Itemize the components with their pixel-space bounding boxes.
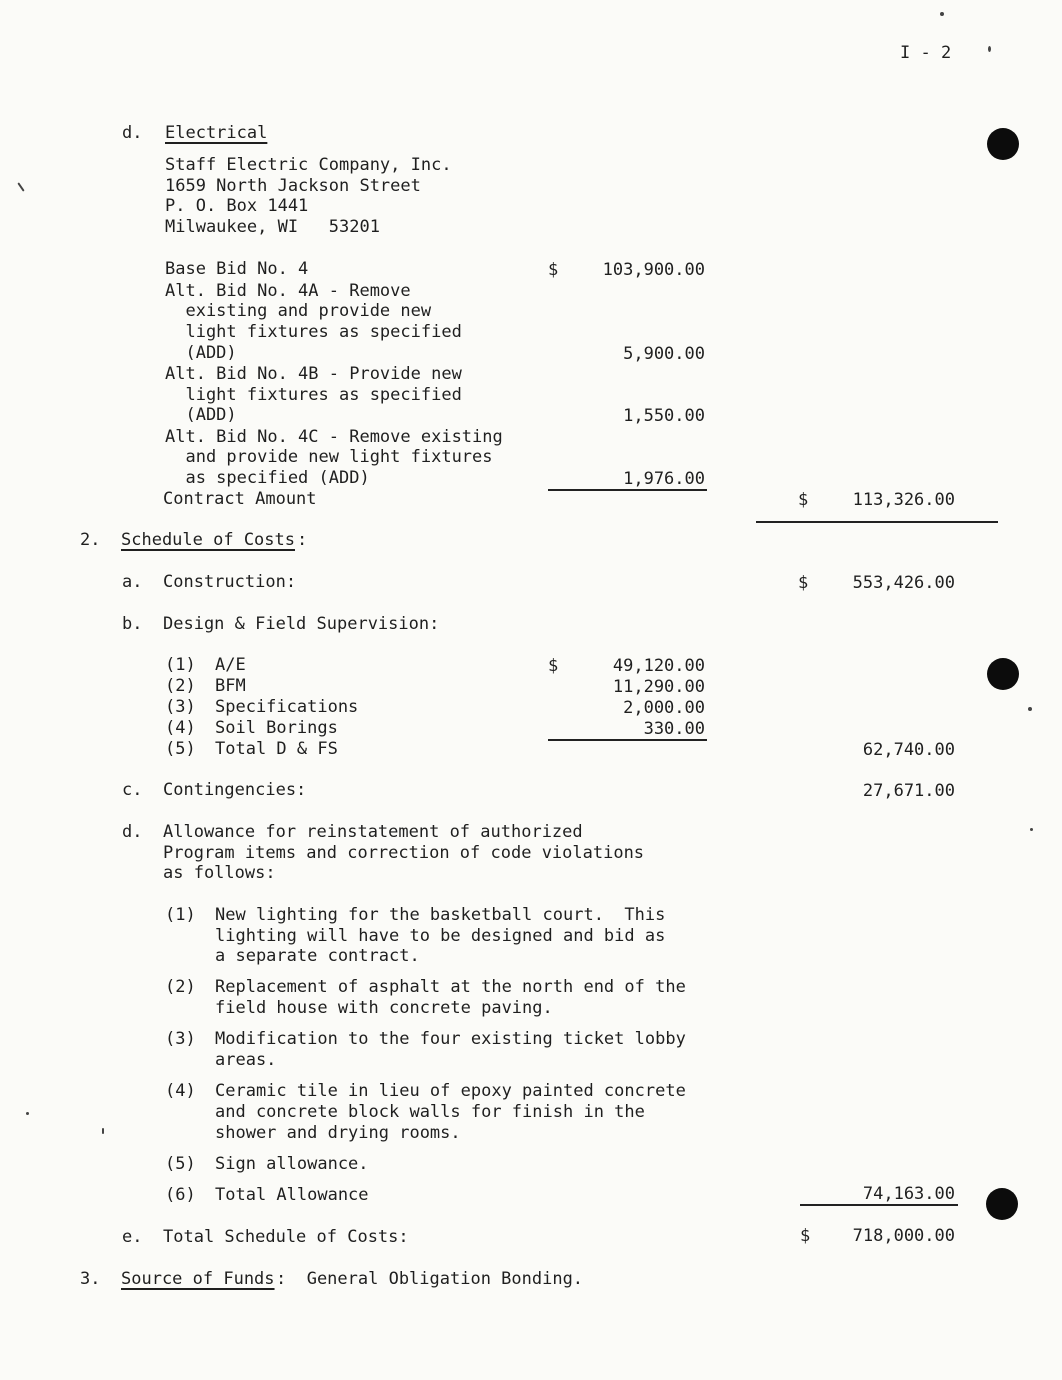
- allowance-item-line: Ceramic tile in lieu of epoxy painted concrete: [215, 1081, 686, 1101]
- scan-speck: [102, 1128, 104, 1134]
- sub-item-number: (1): [165, 655, 196, 675]
- scan-speck: [26, 1112, 29, 1115]
- design-total-amount: 62,740.00: [862, 740, 955, 760]
- sub-item-number: (2): [165, 676, 196, 696]
- sub-item-number: (5): [165, 1154, 196, 1174]
- alt-bid-line: Alt. Bid No. 4B - Provide new: [165, 364, 462, 384]
- alt-bid-line: and provide new light fixtures: [165, 447, 493, 467]
- allowance-item-line: lighting will have to be designed and bid as: [215, 926, 666, 946]
- sub-item-amount: 2,000.00: [623, 698, 705, 718]
- allowance-item-line: and concrete block walls for finish in the: [215, 1102, 645, 1122]
- funds-text: : General Obligation Bonding.: [276, 1269, 584, 1289]
- sub-item-label: BFM: [215, 676, 246, 696]
- allowance-item-line: areas.: [215, 1050, 277, 1070]
- alt-bid-line: existing and provide new: [165, 301, 432, 321]
- alt-bid-line: (ADD): [165, 343, 237, 363]
- sub-item-number: (5): [165, 739, 196, 759]
- alt-4a-amount: 5,900.00: [623, 344, 705, 364]
- item-letter: b.: [122, 614, 143, 634]
- contingencies-label: Contingencies:: [163, 780, 307, 800]
- allowance-item-line: shower and drying rooms.: [215, 1123, 461, 1143]
- address-line: P. O. Box 1441: [165, 196, 309, 216]
- item-letter: e.: [122, 1227, 143, 1247]
- page-number: I - 2: [900, 43, 952, 63]
- binder-hole: [987, 658, 1019, 690]
- section-number: 3.: [80, 1269, 101, 1289]
- schedule-total-amount: 718,000.00: [852, 1226, 955, 1246]
- heading-colon: :: [297, 530, 308, 550]
- sub-item-number: (6): [165, 1185, 196, 1205]
- scan-speck: [1030, 828, 1033, 831]
- address-line: Staff Electric Company, Inc.: [165, 155, 452, 175]
- alt-bid-line: light fixtures as specified: [165, 322, 462, 342]
- allowance-item-line: Modification to the four existing ticket lobby: [215, 1029, 686, 1049]
- alt-4b-amount: 1,550.00: [623, 406, 705, 426]
- subtotal-rule: [548, 489, 707, 491]
- item-letter: c.: [122, 780, 143, 800]
- contract-total-rule: [756, 521, 998, 523]
- design-label: Design & Field Supervision:: [163, 614, 440, 634]
- item-letter: d.: [122, 822, 143, 842]
- alt-bid-line: light fixtures as specified: [165, 385, 462, 405]
- sub-item-amount: 330.00: [643, 719, 705, 739]
- sub-item-number: (4): [165, 1081, 196, 1101]
- address-line: 1659 North Jackson Street: [165, 176, 421, 196]
- sub-item-number: (3): [165, 697, 196, 717]
- currency-symbol: $: [798, 573, 809, 593]
- allowance-item-line: New lighting for the basketball court. This: [215, 905, 666, 925]
- base-bid-amount: 103,900.00: [602, 260, 705, 280]
- construction-amount: 553,426.00: [852, 573, 955, 593]
- currency-symbol: $: [798, 490, 809, 510]
- contingencies-amount: 27,671.00: [862, 781, 955, 801]
- sub-item-number: (1): [165, 905, 196, 925]
- funds-heading: Source of Funds: [121, 1269, 275, 1289]
- scan-speck: [988, 46, 991, 52]
- item-letter: a.: [122, 572, 143, 592]
- allowance-item-line: Replacement of asphalt at the north end of the: [215, 977, 686, 997]
- section-number: 2.: [80, 530, 101, 550]
- schedule-heading: Schedule of Costs: [121, 530, 295, 550]
- binder-hole: [986, 1188, 1018, 1220]
- currency-symbol: $: [800, 1226, 811, 1246]
- alt-bid-line: Alt. Bid No. 4C - Remove existing: [165, 427, 503, 447]
- contract-amount-value: 113,326.00: [852, 490, 955, 510]
- sub-item-label: A/E: [215, 655, 246, 675]
- alt-bid-line: as specified (ADD): [165, 468, 370, 488]
- allowance-total-label: Total Allowance: [215, 1185, 369, 1205]
- sub-item-amount: 11,290.00: [612, 677, 705, 697]
- schedule-total-label: Total Schedule of Costs:: [163, 1227, 409, 1247]
- scan-speck: [17, 182, 24, 191]
- allowance-item-line: Sign allowance.: [215, 1154, 369, 1174]
- construction-label: Construction:: [163, 572, 297, 592]
- scan-speck: [940, 12, 944, 16]
- allowance-item-line: a separate contract.: [215, 946, 420, 966]
- scan-speck: [1028, 707, 1032, 711]
- sub-item-number: (4): [165, 718, 196, 738]
- sub-item-number: (2): [165, 977, 196, 997]
- alt-4c-amount: 1,976.00: [623, 469, 705, 489]
- currency-symbol: $: [548, 260, 559, 280]
- electrical-heading: Electrical: [165, 123, 268, 143]
- binder-hole: [987, 128, 1019, 160]
- alt-bid-line: (ADD): [165, 405, 237, 425]
- allowance-intro-line: as follows:: [163, 863, 276, 883]
- allowance-item-line: field house with concrete paving.: [215, 998, 553, 1018]
- sub-item-label: Soil Borings: [215, 718, 338, 738]
- allowance-intro-line: Program items and correction of code violations: [163, 843, 645, 863]
- sub-item-amount: 49,120.00: [612, 656, 705, 676]
- alt-bid-line: Alt. Bid No. 4A - Remove: [165, 281, 411, 301]
- allowance-total-amount: 74,163.00: [862, 1184, 955, 1204]
- address-line: Milwaukee, WI 53201: [165, 217, 380, 237]
- contract-amount-label: Contract Amount: [163, 489, 317, 509]
- design-total-label: Total D & FS: [215, 739, 338, 759]
- allowance-intro-line: Allowance for reinstatement of authorized: [163, 822, 583, 842]
- section-letter: d.: [122, 123, 143, 143]
- currency-symbol: $: [548, 656, 559, 676]
- sub-item-number: (3): [165, 1029, 196, 1049]
- sub-item-label: Specifications: [215, 697, 359, 717]
- base-bid-label: Base Bid No. 4: [165, 259, 309, 279]
- subtotal-rule: [548, 739, 707, 741]
